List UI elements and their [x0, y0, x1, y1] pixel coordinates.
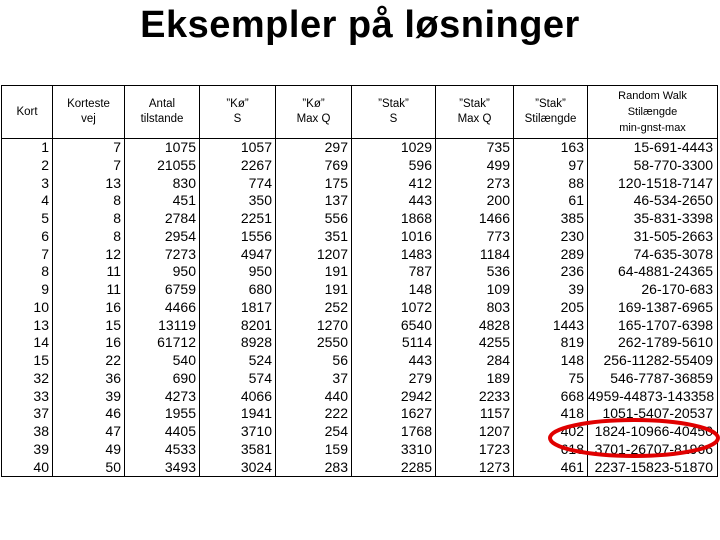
column-header: ”Stak” S [352, 86, 436, 139]
table-cell: 2942 [352, 388, 436, 406]
table-cell: 1207 [436, 423, 514, 441]
table-cell: 39 [2, 441, 53, 459]
table-cell: 7 [53, 157, 125, 175]
table-cell: 64-4881-24365 [588, 263, 718, 281]
table-cell: 4 [2, 192, 53, 210]
table-cell: 2784 [125, 210, 200, 228]
table-cell: 1207 [276, 246, 352, 264]
table-cell: 191 [276, 281, 352, 299]
table-cell: 4273 [125, 388, 200, 406]
table-cell: 46 [53, 405, 125, 423]
table-cell: 524 [200, 352, 276, 370]
table-row [2, 299, 718, 317]
page-title: Eksempler på løsninger [140, 4, 580, 46]
table-cell: 13 [2, 317, 53, 335]
table-cell: 205 [514, 299, 588, 317]
table-cell: 36 [53, 370, 125, 388]
table-cell: 16 [53, 334, 125, 352]
table-cell: 2251 [200, 210, 276, 228]
table-cell: 3493 [125, 459, 200, 477]
table-cell: 284 [436, 352, 514, 370]
table-cell: 39 [53, 388, 125, 406]
table-row [2, 281, 718, 299]
table-cell: 402 [514, 423, 588, 441]
table-row [2, 263, 718, 281]
table-cell: 443 [352, 192, 436, 210]
table-cell: 6 [2, 228, 53, 246]
table-cell: 556 [276, 210, 352, 228]
table-cell: 40 [2, 459, 53, 477]
table-cell: 1016 [352, 228, 436, 246]
table-cell: 10 [2, 299, 53, 317]
table-cell: 4405 [125, 423, 200, 441]
table-cell: 3581 [200, 441, 276, 459]
table-cell: 75 [514, 370, 588, 388]
table-cell: 200 [436, 192, 514, 210]
table-cell: 191 [276, 263, 352, 281]
table-cell: 32 [2, 370, 53, 388]
table-cell: 2233 [436, 388, 514, 406]
table-cell: 1157 [436, 405, 514, 423]
table-cell: 8201 [200, 317, 276, 335]
table-cell: 596 [352, 157, 436, 175]
table-cell: 11 [53, 263, 125, 281]
column-header: Random Walk Stilængde min-gnst-max [588, 86, 718, 139]
table-cell: 35-831-3398 [588, 210, 718, 228]
table-cell: 15 [53, 317, 125, 335]
table-cell: 418 [514, 405, 588, 423]
table-cell: 169-1387-6965 [588, 299, 718, 317]
table-cell: 12 [53, 246, 125, 264]
table-cell: 14 [2, 334, 53, 352]
table-cell: 774 [200, 175, 276, 193]
table-row [2, 192, 718, 210]
table-cell: 31-505-2663 [588, 228, 718, 246]
table-row [2, 210, 718, 228]
table-cell: 37 [276, 370, 352, 388]
table-cell: 97 [514, 157, 588, 175]
table-cell: 546-7787-36859 [588, 370, 718, 388]
table-cell: 6759 [125, 281, 200, 299]
table-cell: 1057 [200, 139, 276, 157]
table-cell: 440 [276, 388, 352, 406]
column-header: Kort [2, 86, 53, 139]
table-row [2, 317, 718, 335]
table-cell: 8928 [200, 334, 276, 352]
table-cell: 22 [53, 352, 125, 370]
table-cell: 230 [514, 228, 588, 246]
table-cell: 46-534-2650 [588, 192, 718, 210]
table-cell: 289 [514, 246, 588, 264]
table-cell: 1466 [436, 210, 514, 228]
table-cell: 165-1707-6398 [588, 317, 718, 335]
table-cell: 5 [2, 210, 53, 228]
table-cell: 26-170-683 [588, 281, 718, 299]
table-cell: 2550 [276, 334, 352, 352]
table-cell: 1723 [436, 441, 514, 459]
table-row [2, 352, 718, 370]
table-cell: 499 [436, 157, 514, 175]
table-cell: 1075 [125, 139, 200, 157]
table-cell: 5114 [352, 334, 436, 352]
table-cell: 1868 [352, 210, 436, 228]
table-cell: 33 [2, 388, 53, 406]
table-cell: 109 [436, 281, 514, 299]
table-cell: 3024 [200, 459, 276, 477]
table-cell: 3701-26707-81966 [588, 441, 718, 459]
table-cell: 412 [352, 175, 436, 193]
table-cell: 148 [352, 281, 436, 299]
table-cell: 1941 [200, 405, 276, 423]
table-cell: 2237-15823-51870 [588, 459, 718, 477]
table-header-row [2, 86, 718, 139]
table-cell: 61712 [125, 334, 200, 352]
column-header: ”Stak” Stilængde [514, 86, 588, 139]
table-cell: 1768 [352, 423, 436, 441]
table-cell: 819 [514, 334, 588, 352]
table-cell: 74-635-3078 [588, 246, 718, 264]
table-cell: 49 [53, 441, 125, 459]
table-cell: 256-11282-55409 [588, 352, 718, 370]
table-cell: 4255 [436, 334, 514, 352]
table-row [2, 423, 718, 441]
table-cell: 1556 [200, 228, 276, 246]
table-cell: 2954 [125, 228, 200, 246]
table-row [2, 139, 718, 157]
table-cell: 4947 [200, 246, 276, 264]
table-cell: 1483 [352, 246, 436, 264]
table-cell: 540 [125, 352, 200, 370]
table-cell: 4533 [125, 441, 200, 459]
table-row [2, 459, 718, 477]
table-cell: 3310 [352, 441, 436, 459]
table-cell: 148 [514, 352, 588, 370]
table-cell: 1072 [352, 299, 436, 317]
table-cell: 297 [276, 139, 352, 157]
table-cell: 283 [276, 459, 352, 477]
table-cell: 279 [352, 370, 436, 388]
table-cell: 4066 [200, 388, 276, 406]
table-row [2, 246, 718, 264]
table-cell: 769 [276, 157, 352, 175]
table-cell: 1817 [200, 299, 276, 317]
table-cell: 7273 [125, 246, 200, 264]
table-cell: 385 [514, 210, 588, 228]
table-cell: 222 [276, 405, 352, 423]
table-body [2, 139, 718, 477]
table-cell: 3710 [200, 423, 276, 441]
table-row [2, 441, 718, 459]
column-header: Antal tilstande [125, 86, 200, 139]
table-cell: 536 [436, 263, 514, 281]
table-cell: 13 [53, 175, 125, 193]
column-header: ”Stak” Max Q [436, 86, 514, 139]
table-cell: 735 [436, 139, 514, 157]
table-cell: 61 [514, 192, 588, 210]
table-cell: 21055 [125, 157, 200, 175]
table-cell: 254 [276, 423, 352, 441]
table-cell: 15-691-4443 [588, 139, 718, 157]
table-cell: 236 [514, 263, 588, 281]
table-cell: 950 [200, 263, 276, 281]
table-cell: 351 [276, 228, 352, 246]
table-cell: 1443 [514, 317, 588, 335]
table-cell: 618 [514, 441, 588, 459]
table-cell: 1955 [125, 405, 200, 423]
table-cell: 690 [125, 370, 200, 388]
table-cell: 8 [2, 263, 53, 281]
table-cell: 443 [352, 352, 436, 370]
table-cell: 13119 [125, 317, 200, 335]
table-cell: 2 [2, 157, 53, 175]
table-cell: 350 [200, 192, 276, 210]
table-cell: 58-770-3300 [588, 157, 718, 175]
column-header: ”Kø” Max Q [276, 86, 352, 139]
column-header: ”Kø” S [200, 86, 276, 139]
table-cell: 1184 [436, 246, 514, 264]
table-row [2, 334, 718, 352]
table-cell: 7 [53, 139, 125, 157]
table-cell: 680 [200, 281, 276, 299]
table-cell: 189 [436, 370, 514, 388]
table-cell: 15 [2, 352, 53, 370]
table-cell: 1270 [276, 317, 352, 335]
table-cell: 16 [53, 299, 125, 317]
table-cell: 1 [2, 139, 53, 157]
table-cell: 574 [200, 370, 276, 388]
table-cell: 39 [514, 281, 588, 299]
table-row [2, 157, 718, 175]
table-row [2, 388, 718, 406]
table-cell: 1029 [352, 139, 436, 157]
table-row [2, 228, 718, 246]
table-cell: 273 [436, 175, 514, 193]
table-cell: 163 [514, 139, 588, 157]
table-cell: 451 [125, 192, 200, 210]
table-cell: 8 [53, 210, 125, 228]
table-cell: 7 [2, 246, 53, 264]
table-cell: 3 [2, 175, 53, 193]
table-cell: 4959-44873-143358 [588, 388, 718, 406]
table-cell: 252 [276, 299, 352, 317]
table-cell: 8 [53, 192, 125, 210]
table-cell: 47 [53, 423, 125, 441]
table-cell: 1627 [352, 405, 436, 423]
table-cell: 37 [2, 405, 53, 423]
table-cell: 56 [276, 352, 352, 370]
table-cell: 950 [125, 263, 200, 281]
table-cell: 38 [2, 423, 53, 441]
table-cell: 175 [276, 175, 352, 193]
table-cell: 11 [53, 281, 125, 299]
table-cell: 159 [276, 441, 352, 459]
table-cell: 787 [352, 263, 436, 281]
table-cell: 803 [436, 299, 514, 317]
table-cell: 88 [514, 175, 588, 193]
table-row [2, 405, 718, 423]
table-cell: 262-1789-5610 [588, 334, 718, 352]
table-cell: 830 [125, 175, 200, 193]
table-cell: 773 [436, 228, 514, 246]
table-cell: 8 [53, 228, 125, 246]
table-cell: 668 [514, 388, 588, 406]
table-cell: 137 [276, 192, 352, 210]
table-cell: 2267 [200, 157, 276, 175]
table-row [2, 370, 718, 388]
table-cell: 6540 [352, 317, 436, 335]
table-cell: 1273 [436, 459, 514, 477]
solutions-table [1, 85, 718, 477]
table-cell: 1051-5407-20537 [588, 405, 718, 423]
column-header: Korteste vej [53, 86, 125, 139]
table-cell: 4466 [125, 299, 200, 317]
table-cell: 461 [514, 459, 588, 477]
table-cell: 1824-10966-40450 [588, 423, 718, 441]
table-cell: 4828 [436, 317, 514, 335]
table-row [2, 175, 718, 193]
table-cell: 50 [53, 459, 125, 477]
table-cell: 120-1518-7147 [588, 175, 718, 193]
table-cell: 2285 [352, 459, 436, 477]
table-cell: 9 [2, 281, 53, 299]
